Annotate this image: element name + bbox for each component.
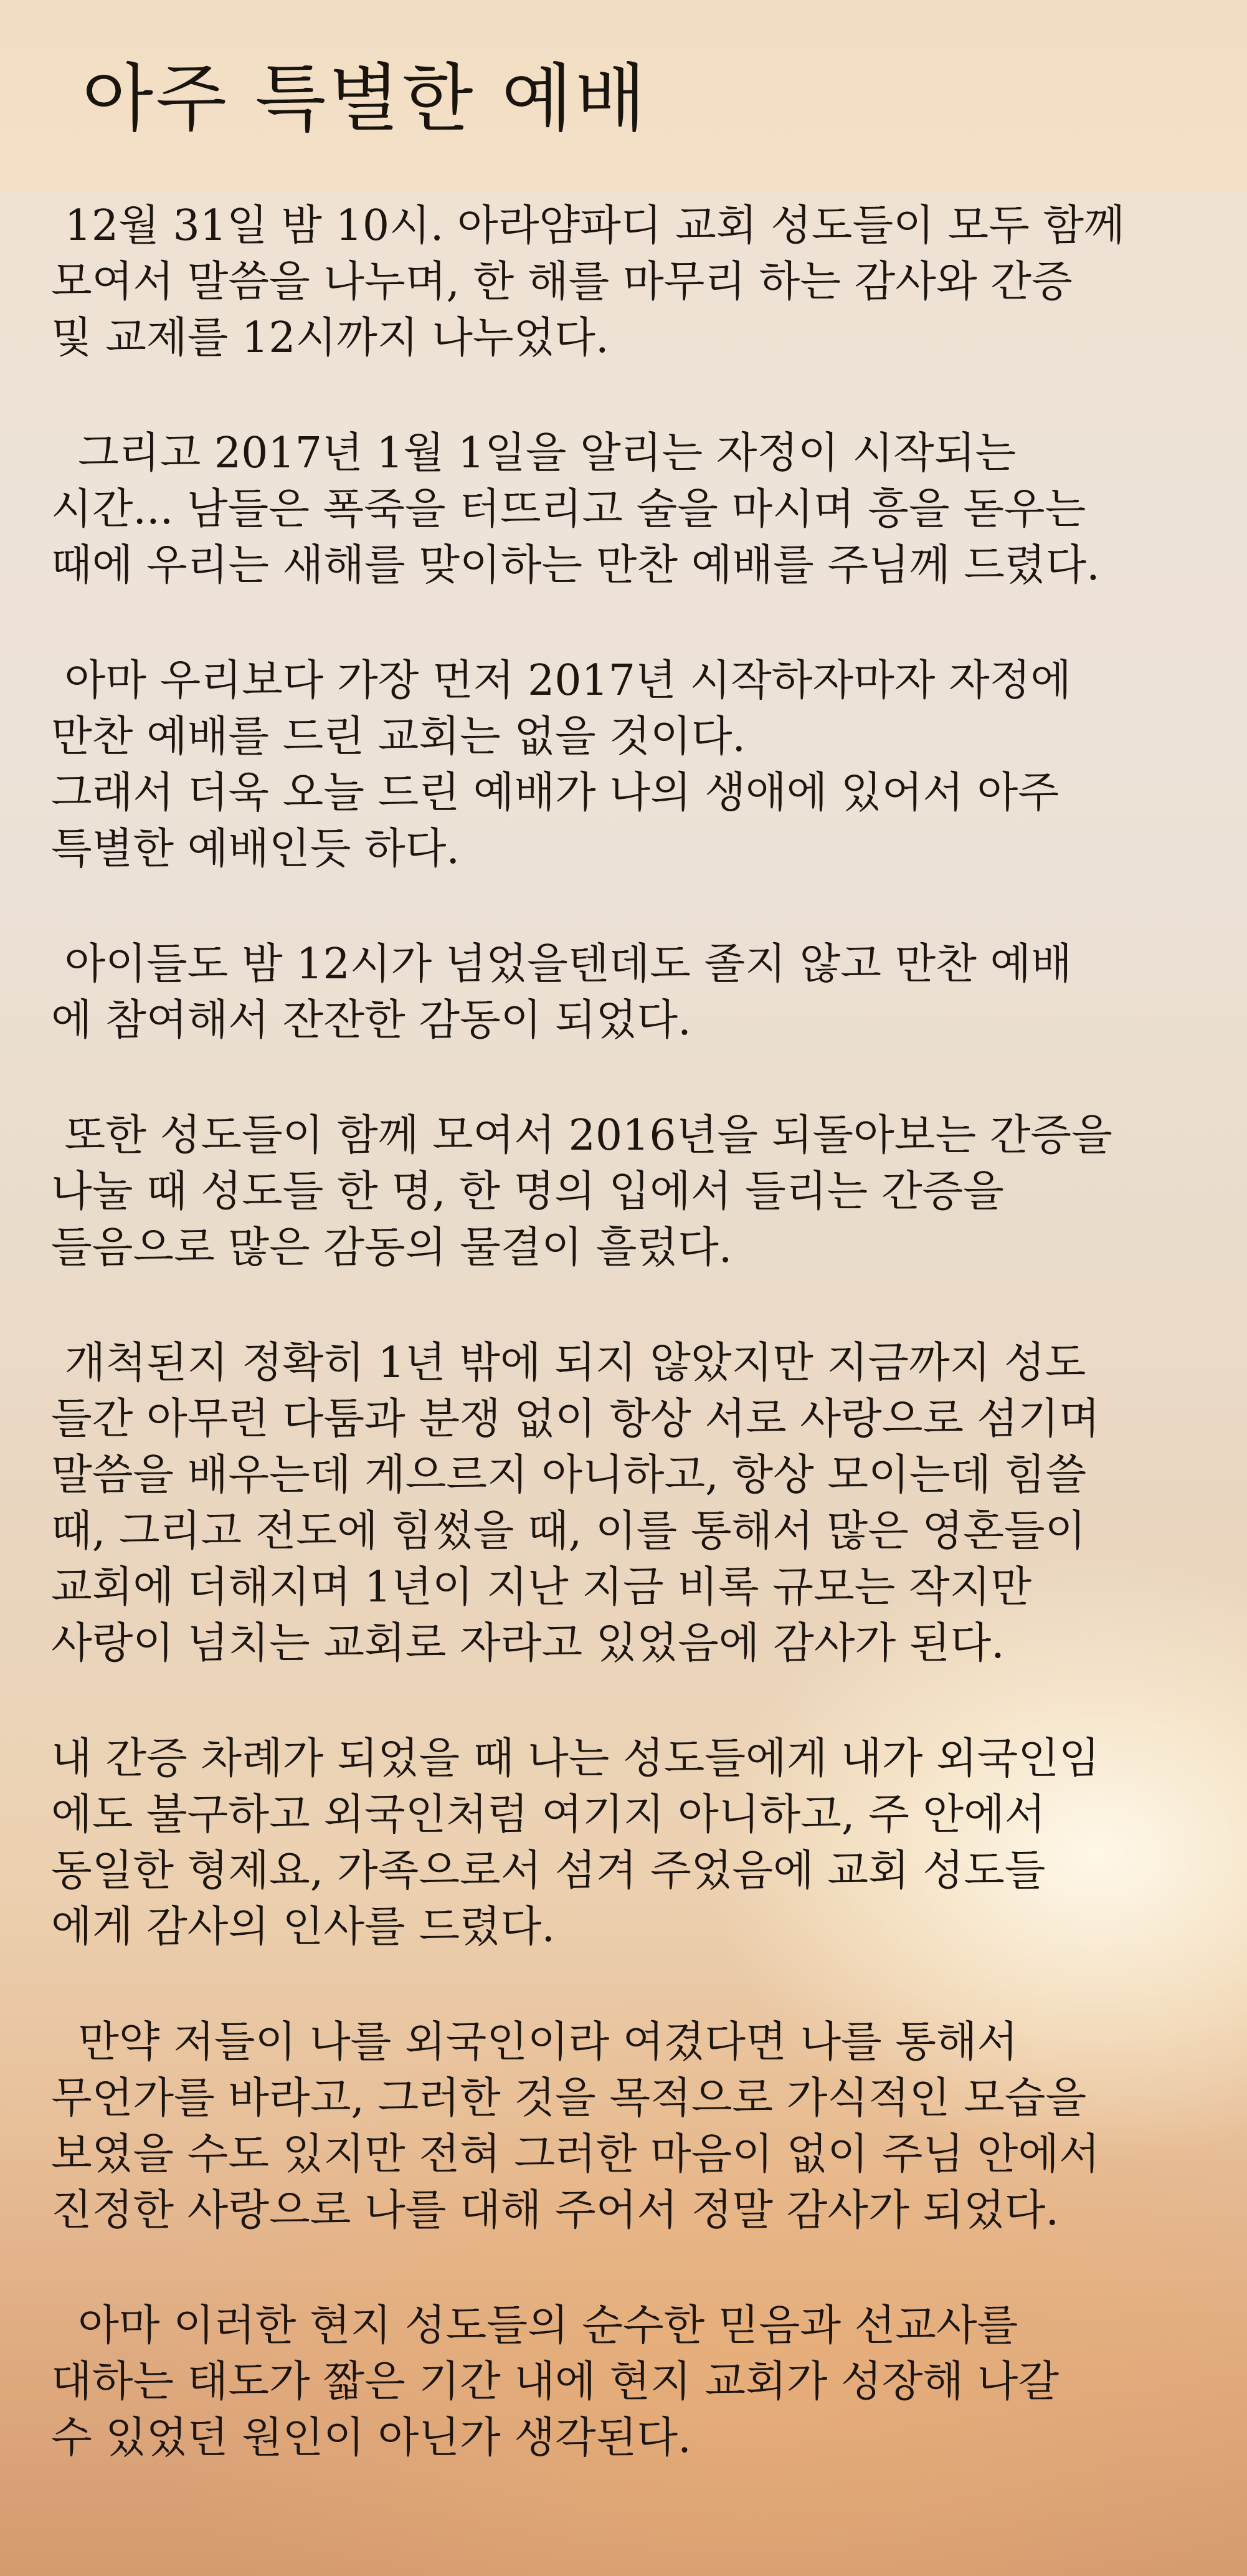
paragraph-line: 아마 우리보다 가장 먼저 2017년 시작하자마자 자정에 [51,656,1072,705]
paragraph-line: 그리고 2017년 1월 1일을 알리는 자정이 시작되는 [51,429,1017,478]
paragraph-line: 내 간증 차례가 되었을 때 나는 성도들에게 내가 외국인임 [51,1734,1100,1783]
paragraph-line: 들음으로 많은 감동의 물결이 흘렀다. [51,1223,733,1272]
paragraph-line: 또한 성도들이 함께 모여서 2016년을 되돌아보는 간증을 [51,1111,1112,1160]
paragraph-line: 특별한 예배인듯 하다. [51,824,460,874]
paragraph-line: 들간 아무런 다툼과 분쟁 없이 항상 서로 사랑으로 섬기며 [51,1395,1100,1444]
paragraph-line: 및 교제를 12시까지 나누었다. [51,313,609,363]
paragraph-line: 때에 우리는 새해를 맞이하는 만찬 예배를 주님께 드렸다. [51,541,1100,590]
paragraph-line: 사랑이 넘치는 교회로 자라고 있었음에 감사가 된다. [51,1619,1005,1668]
page-title: 아주 특별한 예배 [82,55,648,141]
paragraph-line: 만찬 예배를 드린 교회는 없을 것이다. [51,712,746,761]
paragraph-line: 교회에 더해지며 1년이 지난 지금 비록 규모는 작지만 [51,1563,1032,1612]
paragraph-line: 아마 이러한 현지 성도들의 순수한 믿음과 선교사를 [51,2301,1018,2350]
paragraph [51,653,1198,877]
paragraph-line: 아이들도 밤 12시가 넘었을텐데도 졸지 않고 만찬 예배 [51,940,1072,989]
paragraph [51,2298,1198,2466]
paragraph-line: 나눌 때 성도들 한 명, 한 명의 입에서 들리는 간증을 [51,1167,1004,1216]
paragraph [51,1335,1198,1672]
paragraph-line: 수 있었던 원인이 아닌가 생각된다. [51,2413,691,2463]
paragraph-line: 대하는 태도가 짧은 기간 내에 현지 교회가 성장해 나갈 [51,2357,1060,2407]
paragraph [51,198,1198,366]
paragraph [51,426,1198,594]
paragraph-line: 진정한 사랑으로 나를 대해 주어서 정말 감사가 되었다. [51,2186,1060,2235]
paragraph-line: 에 참여해서 잔잔한 감동이 되었다. [51,996,691,1045]
paragraph-line: 그래서 더욱 오늘 드린 예배가 나의 생애에 있어서 아주 [51,768,1060,818]
paragraph [51,2015,1198,2239]
paragraph-line: 때, 그리고 전도에 힘썼을 때, 이를 통해서 많은 영혼들이 [51,1507,1086,1556]
paragraph-line: 개척된지 정확히 1년 밖에 되지 않았지만 지금까지 성도 [51,1338,1086,1388]
paragraph-line: 말씀을 배우는데 게으르지 아니하고, 항상 모이는데 힘쓸 [51,1451,1087,1500]
article-body [51,198,1198,2526]
paragraph-line: 모여서 말씀을 나누며, 한 해를 마무리 하는 감사와 간증 [51,257,1073,307]
paragraph-line: 무언가를 바라고, 그러한 것을 목적으로 가식적인 모습을 [51,2074,1087,2123]
paragraph-line: 만약 저들이 나를 외국인이라 여겼다면 나를 통해서 [51,2018,1018,2067]
paragraph-line: 12월 31일 밤 10시. 아라얌파디 교회 성도들이 모두 함께 [51,201,1125,250]
paragraph-line: 시간... 남들은 폭죽을 터뜨리고 술을 마시며 흥을 돋우는 [51,485,1086,534]
paragraph [51,1108,1198,1276]
paragraph-line: 보였을 수도 있지만 전혀 그러한 마음이 없이 주님 안에서 [51,2130,1100,2179]
paragraph [51,937,1198,1049]
paragraph [51,1731,1198,1955]
paragraph-line: 에게 감사의 인사를 드렸다. [51,1902,556,1952]
paragraph-line: 에도 불구하고 외국인처럼 여기지 아니하고, 주 안에서 [51,1790,1046,1839]
paragraph-line: 동일한 형제요, 가족으로서 섬겨 주었음에 교회 성도들 [51,1846,1046,1896]
